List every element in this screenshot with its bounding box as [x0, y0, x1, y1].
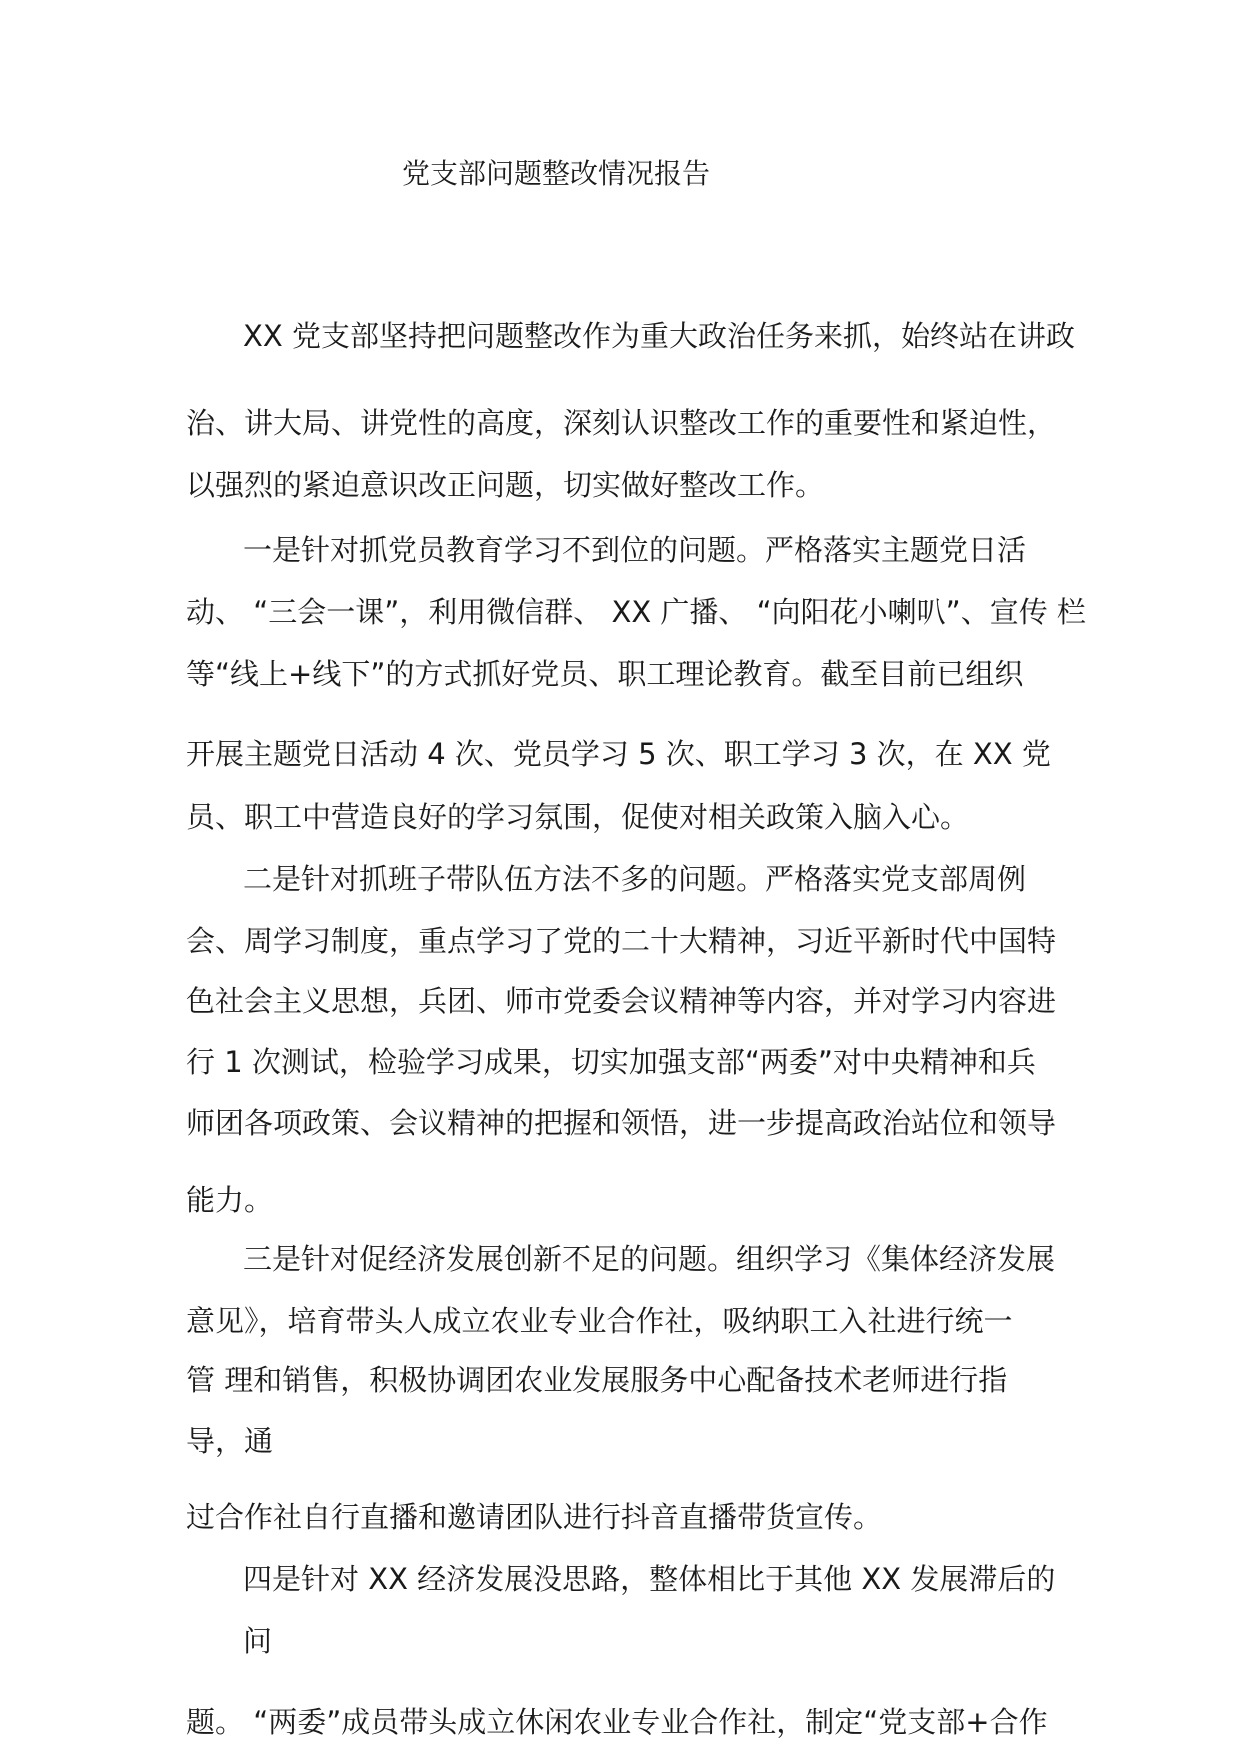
paragraph-line: 四是针对 XX 经济发展没思路，整体相比于其他 XX 发展滞后的 — [243, 1562, 1056, 1596]
paragraph-line: 问 — [243, 1624, 273, 1658]
paragraph-line: 会、周学习制度，重点学习了党的二十大精神，习近平新时代中国特 — [186, 924, 1057, 958]
paragraph-line: 行 1 次测试，检验学习成果，切实加强支部“两委”对中央精神和兵 — [186, 1045, 1036, 1079]
paragraph-line: 师团各项政策、会议精神的把握和领悟，进一步提高政治站位和领导 — [186, 1106, 1057, 1140]
paragraph-line: 题。 “两委”成员带头成立休闲农业专业合作社，制定“党支部+合作 — [186, 1705, 1048, 1739]
paragraph-line: 色社会主义思想，兵团、师市党委会议精神等内容，并对学习内容进 — [186, 984, 1057, 1018]
paragraph-line: 一是针对抓党员教育学习不到位的问题。严格落实主题党日活 — [243, 533, 1027, 567]
paragraph-line: 意见》，培育带头人成立农业专业合作社，吸纳职工入社进行统一 — [186, 1304, 1013, 1338]
paragraph-line: 三是针对促经济发展创新不足的问题。组织学习《集体经济发展 — [243, 1242, 1056, 1276]
paragraph-line: 员、职工中营造良好的学习氛围，促使对相关政策入脑入心。 — [186, 800, 970, 834]
paragraph-line: 等“线上+线下”的方式抓好党员、职工理论教育。截至目前已组织 — [186, 657, 1024, 691]
paragraph-line: 二是针对抓班子带队伍方法不多的问题。严格落实党支部周例 — [243, 862, 1027, 896]
paragraph-line: 导，通 — [186, 1424, 274, 1458]
paragraph-line: 过合作社自行直播和邀请团队进行抖音直播带货宣传。 — [186, 1500, 883, 1534]
paragraph-line: 以强烈的紧迫意识改正问题，切实做好整改工作。 — [186, 468, 825, 502]
paragraph-line: XX 党支部坚持把问题整改作为重大政治任务来抓，始终站在讲政 — [243, 319, 1075, 353]
paragraph-line: 管 理和销售，积极协调团农业发展服务中心配备技术老师进行指 — [186, 1363, 1008, 1397]
paragraph-line: 开展主题党日活动 4 次、党员学习 5 次、职工学习 3 次，在 XX 党 — [186, 737, 1051, 771]
paragraph-line: 能力。 — [186, 1183, 274, 1217]
document-title: 党支部问题整改情况报告 — [402, 157, 711, 190]
paragraph-line: 动、 “三会一课”，利用微信群、 XX 广播、 “向阳花小喇叭”、宣传 栏 — [186, 595, 1086, 629]
paragraph-line: 治、讲大局、讲党性的高度，深刻认识整改工作的重要性和紧迫性， — [186, 406, 1057, 440]
